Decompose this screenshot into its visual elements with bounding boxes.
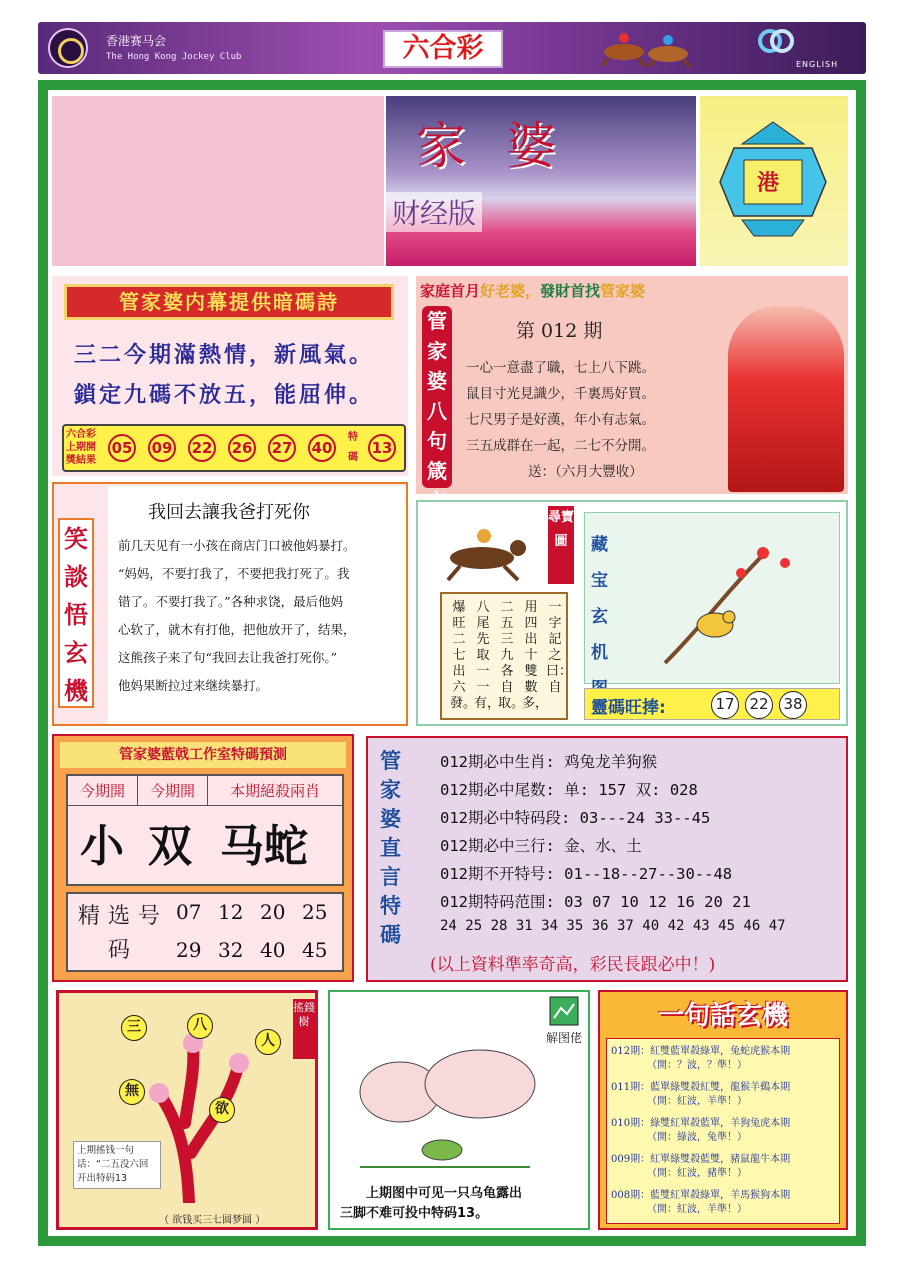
lantern-char: 港 — [756, 171, 779, 196]
riddle-line: （開：？波，？準！） — [647, 1060, 747, 1071]
joke-main — [108, 486, 406, 724]
lantern-box — [700, 96, 848, 266]
joke-box — [52, 482, 408, 726]
jockey-club-logo-icon[interactable] — [48, 28, 88, 68]
scroll-column: 二五三九各自取。 — [498, 600, 525, 711]
result-ball: 27 — [268, 434, 296, 462]
tip-line: 012期必中三行: 金、水、土 — [440, 837, 642, 855]
joke-vertical-title: 笑談悟玄機 — [58, 518, 94, 708]
riddle-body — [606, 1038, 840, 1224]
direct-vertical-title: 管家婆直言特碼 — [380, 748, 401, 947]
bride-header — [420, 280, 820, 301]
bride-image — [728, 306, 844, 492]
poem-line-1: 三二今期滿熱情，新風氣。 — [74, 342, 375, 368]
scroll-column: 用四出十雙數多， — [522, 600, 549, 711]
riddle-line: （開：紅波，羊準！） — [647, 1096, 747, 1107]
joke-title: 我回去讓我爸打死你 — [148, 502, 310, 523]
org-name-en: The Hong Kong Jockey Club — [106, 52, 242, 62]
cang-title: 藏宝玄机 — [591, 535, 608, 663]
prediction-table — [66, 774, 344, 886]
direct-tips-box — [366, 736, 848, 982]
tree-ball: 三 — [121, 1015, 147, 1041]
bride-header-c: 發財首找 — [540, 282, 601, 300]
picked-number: 32 — [218, 938, 244, 962]
riddle-title: 一句話玄機 — [612, 998, 834, 1034]
picked-number: 12 — [218, 900, 244, 924]
tree-caption: （ 欲钱买三七圆梦圆 ） — [159, 1215, 266, 1226]
riddle-line: （開：綠波，兔準！） — [647, 1132, 747, 1143]
pink-placeholder-block — [52, 96, 384, 266]
eight-sayings-box — [416, 276, 848, 494]
riddle-line: 012期：紅雙藍單殺綠單，兔蛇虎猴本期 — [611, 1046, 791, 1057]
racing-horses-icon — [598, 28, 708, 68]
verse-line: 鼠目寸光見識少，千裏馬好買。 — [466, 386, 655, 402]
tip-line: 012期必中生肖: 鸡兔龙羊狗猴 — [440, 753, 658, 771]
picked-number: 45 — [302, 938, 328, 962]
table-header: 今期開 — [138, 776, 208, 806]
verse-line: 三五成群在一起，二七不分開。 — [466, 438, 655, 454]
last-draw-results — [62, 424, 406, 472]
picture-caption: 三脚不难可投中特码13。 — [340, 1206, 489, 1221]
picture-interpreter — [540, 996, 588, 1048]
treasure-map-box — [416, 500, 848, 726]
lucky-ball: 17 — [711, 691, 739, 719]
scroll-column: 一字記之曰：自 — [546, 600, 573, 695]
issue-number: 第 012 期 — [516, 320, 603, 342]
org-name-cn: 香港赛马会 — [106, 34, 167, 48]
lucky-ball: 22 — [745, 691, 773, 719]
horse-rider-icon — [432, 522, 542, 582]
riddle-line: （開：紅波，豬準！） — [647, 1168, 747, 1179]
joke-line: “妈妈，不要打我了，不要把我打死了。我 — [118, 566, 350, 581]
picked-number: 29 — [176, 938, 202, 962]
bride-header-d: 管家婆 — [600, 282, 646, 300]
tip-line: 24 25 28 31 34 35 36 37 40 42 43 45 46 47 — [440, 918, 786, 934]
poem-line-2: 鎖定九碼不放五，能屈伸。 — [74, 382, 375, 408]
riddle-line: 009期：紅單綠雙殺藍雙，豬鼠龍牛本期 — [611, 1154, 791, 1165]
picked-numbers-box — [66, 892, 344, 972]
direct-footer: (以上資料準率奇高，彩民長跟必中！) — [430, 955, 716, 975]
riddle-line: 008期：藍雙紅單殺綠單，羊馬猴狗本期 — [611, 1190, 791, 1201]
joke-line: 他妈果断拉过来继续暴打。 — [118, 678, 269, 693]
bird-branch-icon — [645, 533, 825, 673]
verse-line: 七尺男子是好漢，年小有志氣。 — [466, 412, 655, 428]
picked-number: 20 — [260, 900, 286, 924]
hint-scroll — [440, 592, 573, 720]
poem-title: 管家婆内幕提供暗碼詩 — [64, 284, 394, 320]
riddle-line: 011期：藍單綠雙殺紅雙，龍猴羊鷄本期 — [611, 1082, 791, 1093]
scroll-column: 八尾先取一一有， — [474, 600, 501, 711]
picked-number: 40 — [260, 938, 286, 962]
studio-prediction-box — [52, 734, 354, 982]
result-ball: 09 — [148, 434, 176, 462]
table-header: 本期絕殺兩肖 — [208, 776, 342, 806]
header-bar — [38, 22, 866, 74]
special-label: 特碼 — [348, 432, 358, 463]
money-tree-box — [56, 990, 318, 1230]
hidden-mystery-picture — [584, 512, 840, 684]
banner-subtitle: 财经版 — [386, 192, 482, 232]
joke-line: 错了。不要打我了。”各种求饶，最后他妈 — [118, 594, 344, 609]
tree-ball: 欲 — [209, 1097, 235, 1123]
rocks-turtle-icon — [350, 1032, 540, 1172]
joke-line: 这熊孩子来了句“我回去让我爸打死你。” — [118, 650, 338, 665]
tree-ball: 人 — [255, 1029, 281, 1055]
picked-label: 精选号码 — [78, 904, 169, 963]
picture-interpreter-icon — [549, 996, 579, 1026]
one-line-riddle-box — [598, 990, 848, 1230]
verse-line: 一心一意盡了職，七上八下跳。 — [466, 360, 655, 376]
lucky-ball: 38 — [779, 691, 807, 719]
result-ball: 05 — [108, 434, 136, 462]
tree-ball: 八 — [187, 1013, 213, 1039]
lucky-label: 靈碼旺捧: — [591, 698, 666, 718]
tree-note: 上期搖钱一句话：“二五没六回 开出特码13 — [73, 1141, 161, 1189]
lucky-numbers-bar — [584, 688, 840, 720]
joke-line: 心软了，就木有打他，把他放开了，结果， — [118, 622, 356, 637]
picked-number: 07 — [176, 900, 202, 924]
picked-number: 25 — [302, 900, 328, 924]
joke-line: 前几天见有一小孩在商店门口被他妈暴打。 — [118, 538, 356, 553]
banner — [386, 96, 696, 266]
treasure-map-label: 尋寶圖 — [548, 506, 574, 584]
bride-header-a: 家庭首月 — [420, 282, 481, 300]
tip-line: 012期不开特号: 01--18--27--30--48 — [440, 865, 733, 883]
table-header: 今期開 — [68, 776, 138, 806]
results-label: 六合彩上期開獎結果 — [66, 429, 96, 466]
riddle-line: 010期：綠雙紅單殺藍單，羊狗兔虎本期 — [611, 1118, 791, 1129]
tip-line: 012期必中尾数: 单: 157 双: 028 — [440, 781, 698, 799]
lottery-logo-icon[interactable] — [758, 28, 794, 54]
result-ball: 26 — [228, 434, 256, 462]
tip-line: 012期特码范围: 03 07 10 12 16 20 21 — [440, 893, 751, 911]
riddle-line: （開：紅波，羊準！） — [647, 1204, 747, 1215]
picture-riddle-box — [328, 990, 590, 1230]
tree-ball: 無 — [119, 1079, 145, 1105]
picture-caption: 上期图中可见一只乌龟露出 — [366, 1186, 523, 1201]
result-ball: 40 — [308, 434, 336, 462]
page-title: 六合彩 — [402, 33, 484, 64]
banner-title: 家婆 — [416, 117, 596, 175]
verse-line: 送：（六月大豐收） — [528, 464, 643, 480]
prediction-value: 双 — [148, 821, 192, 872]
tip-line: 012期必中特码段: 03---24 33--45 — [440, 809, 711, 827]
result-ball: 22 — [188, 434, 216, 462]
title-box — [383, 30, 503, 68]
prediction-value: 马蛇 — [220, 821, 308, 872]
scroll-column: 爆旺二七出六發。 — [450, 600, 477, 711]
money-tree-label: 搖錢樹 — [293, 999, 315, 1059]
bride-header-b: 好老婆， — [480, 282, 541, 300]
prediction-value: 小 — [80, 821, 124, 872]
special-ball: 13 — [368, 434, 396, 462]
english-link[interactable]: ENGLISH — [796, 60, 839, 69]
sayings-vertical-title: 管家婆八句箴 — [422, 306, 452, 488]
picture-interpreter-label: 解图佬 — [545, 1031, 582, 1045]
studio-title: 管家婆藍戟工作室特碼預測 — [60, 742, 346, 768]
